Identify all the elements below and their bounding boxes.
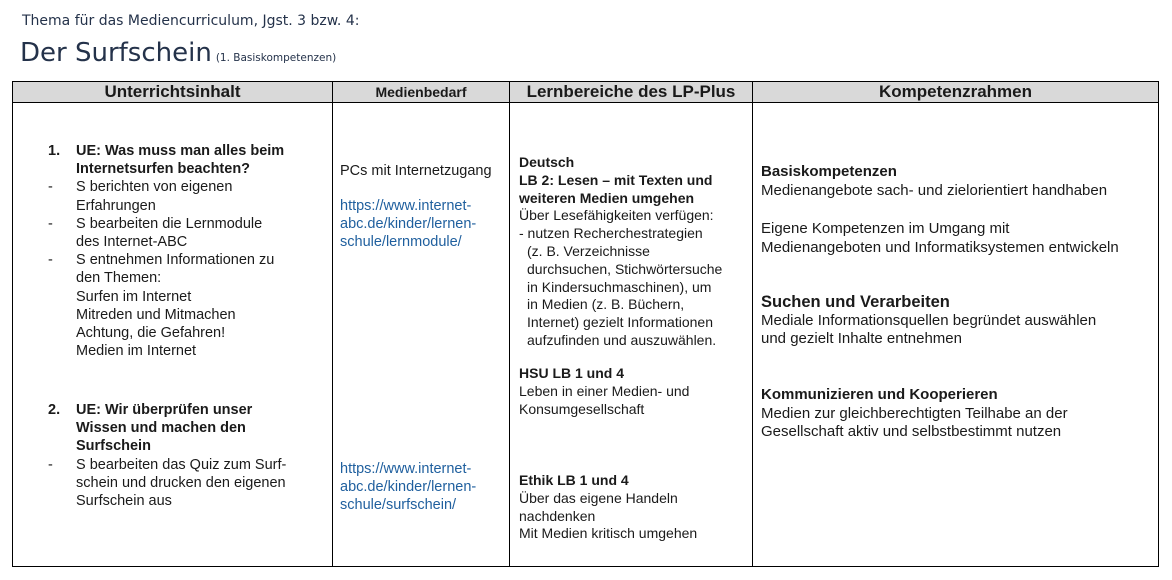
cell-kompetenzrahmen — [753, 103, 1159, 567]
list-item: - S bearbeiten die Lernmodule des Internet-ABC — [48, 215, 263, 251]
hsu-heading: HSU LB 1 und 4 — [519, 365, 625, 381]
link-lernmodule[interactable]: https://www.internet- abc.de/kinder/lernen- schule/lernmodule/ — [340, 198, 477, 251]
deutsch-heading: Deutsch — [519, 154, 575, 170]
basis-block — [761, 163, 1156, 200]
document-title — [20, 38, 336, 68]
ue2-title: UE: Wir überprüfen unser Wissen und machen den Surfschein — [76, 402, 253, 455]
cell-unterrichtsinhalt — [13, 103, 333, 567]
header-lernbereiche: Lernbereiche des LP-Plus — [510, 82, 753, 103]
basis-text: Medienangebote sach- und zielorientiert handhaben — [761, 181, 1108, 199]
list-item: - S entnehmen Informationen zu den Themen: — [48, 252, 275, 287]
hsu-text: Leben in einer Medien- und Konsumgesellschaft — [519, 382, 690, 417]
lb2-heading: LB 2: Lesen – mit Texten und weiteren Medien umgehen — [519, 171, 713, 206]
komm-block — [761, 386, 1156, 442]
eigene-block: Eigene Kompetenzen im Umgang mit Medienangeboten und Informatiksystemen entwickeln — [761, 220, 1119, 256]
cell-medienbedarf — [333, 103, 510, 567]
ue2-block — [48, 401, 328, 510]
ue1-number: 1. — [48, 143, 61, 159]
topic-item: Achtung, die Gefahren! — [76, 325, 226, 342]
hsu-block — [519, 365, 751, 418]
ethik-heading: Ethik LB 1 und 4 — [519, 472, 629, 488]
komm-heading: Kommunizieren und Kooperieren — [761, 386, 998, 403]
ethik-block — [519, 472, 751, 543]
ue1-title: UE: Was muss man alles beim Internetsurfen beachten? — [76, 143, 285, 178]
komm-text: Medien zur gleichberechtigten Teilhabe an der Gesellschaft aktiv und selbstbestimmt nutzen — [761, 404, 1068, 440]
lese-text: Über Lesefähigkeiten verfügen: — [519, 207, 714, 224]
topic-item: Mitreden und Mitmachen — [76, 306, 236, 323]
pcs-text: PCs mit Internetzugang — [340, 163, 492, 179]
deutsch-block — [519, 154, 751, 350]
topics-list — [48, 288, 328, 361]
table-row — [13, 103, 1159, 567]
topic-item: Surfen im Internet — [76, 288, 192, 305]
cell-lernbereiche — [510, 103, 753, 567]
suchen-heading: Suchen und Verarbeiten — [761, 293, 950, 311]
suchen-block — [761, 293, 1156, 349]
document-subtitle: Thema für das Mediencurriculum, Jgst. 3 bzw. 4: — [22, 13, 360, 29]
header-medienbedarf: Medienbedarf — [333, 82, 510, 103]
curriculum-table — [12, 81, 1159, 567]
title-main: Der Surfschein — [20, 38, 212, 68]
title-note: (1. Basiskompetenzen) — [215, 52, 337, 64]
link-surfschein[interactable]: https://www.internet- abc.de/kinder/lernen- schule/surfschein/ — [340, 461, 477, 514]
basis-heading: Basiskompetenzen — [761, 163, 897, 180]
table-header-row — [13, 82, 1159, 103]
list-item: - S bearbeiten das Quiz zum Surf- schein und drucken den eigenen Surfschein aus — [48, 456, 287, 510]
ue1-block — [48, 142, 328, 360]
header-unterrichtsinhalt: Unterrichtsinhalt — [13, 82, 333, 103]
ethik-text: Über das eigene Handeln nachdenken Mit Medien kritisch umgehen — [519, 489, 698, 542]
topic-item: Medien im Internet — [76, 343, 197, 360]
suchen-text: Mediale Informationsquellen begründet auswählen und gezielt Inhalte entnehmen — [761, 311, 1097, 347]
recherche-text: - nutzen Recherchestrategien (z. B. Verzeichnisse durchsuchen, Stichwörtersuche in Kindersuchmaschinen), um in Medien (z. B. Büchern, Internet) gezielt Informationen aufzufinden und auszuwählen. — [519, 225, 723, 348]
list-item: - S berichten von eigenen Erfahrungen — [48, 179, 233, 214]
ue2-number: 2. — [48, 402, 61, 418]
header-kompetenzrahmen: Kompetenzrahmen — [753, 82, 1159, 103]
